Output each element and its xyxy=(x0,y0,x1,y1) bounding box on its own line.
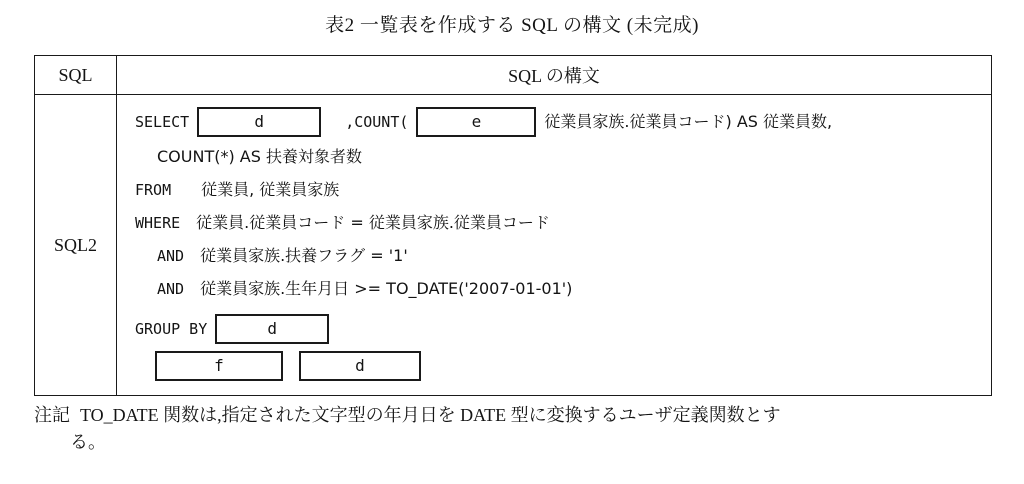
note-text: TO_DATE 関数は,指定された文字型の年月日を DATE 型に変換するユーザ定義関数とす xyxy=(80,405,781,425)
select-tail-text: 従業員家族.従業員コード) AS 従業員数, xyxy=(544,112,833,131)
sql-statement-body xyxy=(117,95,991,395)
note-label: 注記 xyxy=(34,405,70,425)
sql-line-from xyxy=(135,177,991,203)
table-row xyxy=(35,95,992,396)
sql-line-and-2 xyxy=(135,276,991,302)
column-header-syntax: SQL の構文 xyxy=(117,56,992,95)
and-condition-text-1: 従業員家族.扶養フラグ = '1' xyxy=(200,246,408,265)
keyword-group-by: GROUP BY xyxy=(135,319,208,338)
table-header-row xyxy=(35,56,992,95)
sql-line-group-by xyxy=(135,314,991,344)
answer-blank-e[interactable]: e xyxy=(416,107,536,137)
sql-statement-cell xyxy=(117,95,992,396)
keyword-select: SELECT xyxy=(135,112,190,131)
count-star-text: COUNT(*) AS 扶養対象者数 xyxy=(157,147,362,166)
keyword-from: FROM xyxy=(135,180,172,199)
from-tables-text: 従業員, 従業員家族 xyxy=(201,180,340,199)
sql-line-select xyxy=(135,107,991,137)
sql-line-count-star xyxy=(135,144,991,170)
answer-blank-d-groupby[interactable]: d xyxy=(215,314,329,344)
column-header-sql: SQL xyxy=(35,56,117,95)
answer-blank-d-last[interactable]: d xyxy=(299,351,421,381)
sql-line-where xyxy=(135,210,991,236)
count-open-paren: ,COUNT( xyxy=(345,112,409,131)
where-condition-text: 従業員.従業員コード = 従業員家族.従業員コード xyxy=(196,213,550,232)
row-label-sql2: SQL2 xyxy=(35,95,117,396)
keyword-and-2: AND xyxy=(157,279,185,298)
sql-syntax-table xyxy=(34,55,992,396)
table-note xyxy=(34,402,994,456)
note-text-continued: る。 xyxy=(70,432,106,452)
and-condition-text-2: 従業員家族.生年月日 >= TO_DATE('2007-01-01') xyxy=(200,279,573,298)
keyword-where: WHERE xyxy=(135,213,181,232)
table-caption: 表2 一覧表を作成する SQL の構文 (未完成) xyxy=(325,15,699,36)
keyword-and-1: AND xyxy=(157,246,185,265)
sql-line-and-1 xyxy=(135,243,991,269)
answer-blank-d-select[interactable]: d xyxy=(197,107,321,137)
answer-blank-f[interactable]: f xyxy=(155,351,283,381)
sql-line-blanks xyxy=(135,351,991,381)
